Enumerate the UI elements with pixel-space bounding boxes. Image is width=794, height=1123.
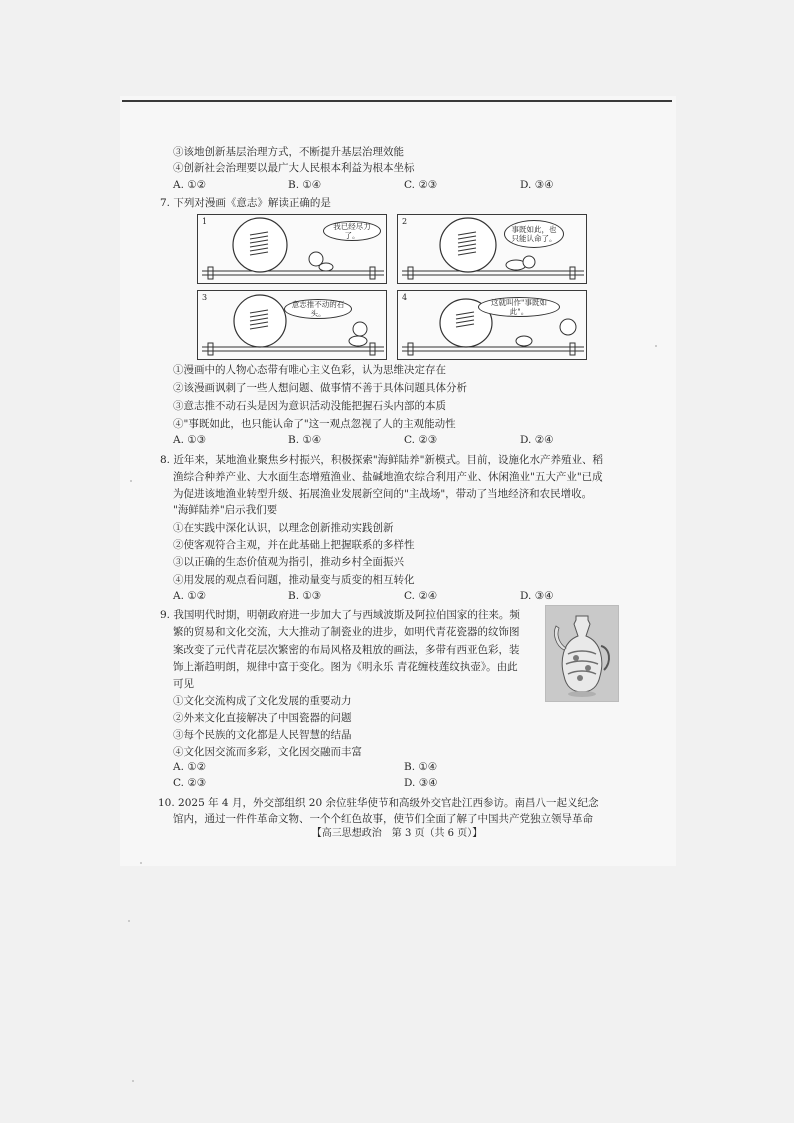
q7-item-4: ④"事既如此，也只能认命了"这一观点忽视了人的主观能动性 — [173, 418, 456, 430]
q8-item-3: ③以正确的生态价值观为指引，推动乡村全面振兴 — [173, 556, 404, 568]
comic-panel-4 — [397, 290, 587, 360]
fragment-item-4: ④创新社会治理要以最广大人民根本利益为根本坐标 — [173, 162, 415, 174]
option-a: A. ①② — [173, 179, 207, 191]
comic-panel-2 — [397, 214, 587, 284]
q10-stem-line-2: 馆内，通过一件件革命文物、一个个红色故事，使节们全面了解了中国共产党独立领导革命 — [173, 813, 593, 825]
scan-speck — [130, 480, 132, 482]
option-a: A. ①② — [173, 590, 207, 602]
scan-speck — [655, 345, 657, 347]
header-rule — [122, 100, 672, 102]
q9-item-1: ①文化交流构成了文化发展的重要动力 — [173, 695, 352, 707]
option-c: C. ②③ — [173, 777, 207, 789]
option-d: D. ③④ — [404, 777, 438, 789]
q9-stem-line-2: 繁的贸易和文化交流，大大推动了制瓷业的进步，如明代青花瓷器的纹饰图 — [173, 626, 520, 638]
scan-speck — [132, 1080, 134, 1082]
option-a: A. ①② — [173, 761, 207, 773]
comic-will — [197, 214, 589, 359]
porcelain-ewer-icon — [546, 606, 618, 701]
page-footer: 【高三思想政治 第 3 页（共 6 页）】 — [311, 828, 483, 839]
q8-item-4: ④用发展的观点看问题，推动量变与质变的相互转化 — [173, 574, 415, 586]
scan-speck — [128, 920, 130, 922]
porcelain-ewer-photo — [545, 605, 619, 702]
fragment-item-3: ③该地创新基层治理方式，不断提升基层治理效能 — [173, 146, 404, 158]
panel-number: 3 — [202, 293, 208, 302]
panel-number: 4 — [402, 293, 408, 302]
comic-panel-3 — [197, 290, 387, 360]
q8-item-2: ②使客观符合主观，并在此基础上把握联系的多样性 — [173, 539, 415, 551]
q8-stem-line-3: 为促进该地渔业转型升级、拓展渔业发展新空间的"主战场"，带动了当地经济和农民增收。 — [173, 488, 593, 500]
option-d: D. ②④ — [520, 434, 554, 446]
option-b: B. ①③ — [288, 590, 322, 602]
option-c: C. ②③ — [404, 179, 438, 191]
option-d: D. ③④ — [520, 179, 554, 191]
panel-number: 1 — [202, 217, 208, 226]
q9-stem-line-3: 案改变了元代青花层次繁密的布局风格及粗放的画法，多带有西亚色彩，装 — [173, 644, 520, 656]
q9-item-4: ④文化因交流而多彩，文化因交融而丰富 — [173, 746, 362, 758]
q8-stem-line-2: 渔综合种养产业、大水面生态增殖渔业、盐碱地渔农综合利用产业、休闲渔业"五大产业"已成 — [173, 471, 603, 483]
q7-item-2: ②该漫画讽刺了一些人想问题、做事情不善于具体问题具体分析 — [173, 382, 467, 394]
option-d: D. ③④ — [520, 590, 554, 602]
q9-item-3: ③每个民族的文化都是人民智慧的结晶 — [173, 729, 352, 741]
q9-item-2: ②外来文化直接解决了中国瓷器的问题 — [173, 712, 352, 724]
speech-bubble: 这就叫作"事既如此"。 — [478, 297, 560, 317]
option-b: B. ①④ — [288, 179, 322, 191]
option-c: C. ②③ — [404, 434, 438, 446]
q8-stem-line-1: 8. 近年来，某地渔业聚焦乡村振兴，积极探索"海鲜陆养"新模式。目前，设施化水产养殖业、稻 — [160, 454, 604, 466]
option-b: B. ①④ — [288, 434, 322, 446]
q9-stem-line-1: 9. 我国明代时期，明朝政府进一步加大了与西域波斯及阿拉伯国家的往来。频 — [160, 609, 520, 621]
q7-item-3: ③意志推不动石头是因为意识活动没能把握石头内部的本质 — [173, 400, 446, 412]
option-b: B. ①④ — [404, 761, 438, 773]
q7-item-1: ①漫画中的人物心态带有唯心主义色彩，认为思维决定存在 — [173, 364, 446, 376]
q8-item-1: ①在实践中深化认识，以理念创新推动实践创新 — [173, 522, 394, 534]
option-c: C. ②④ — [404, 590, 438, 602]
q9-stem-line-4: 饰上渐趋明朗，规律中富于变化。图为《明永乐 青花缠枝莲纹执壶》。由此 — [173, 661, 518, 673]
q10-stem-line-1: 10. 2025 年 4 月，外交部组织 20 余位驻华使节和高级外交官赴江西参访。南昌八一起义纪念 — [158, 797, 599, 809]
speech-bubble: 事既如此，也只能认命了。 — [504, 220, 564, 248]
speech-bubble: 意志推不动的石头。 — [284, 299, 352, 319]
q9-stem-line-5: 可见 — [173, 678, 194, 690]
q8-stem-line-4: "海鲜陆养"启示我们要 — [173, 504, 278, 516]
q7-stem: 7. 下列对漫画《意志》解读正确的是 — [160, 197, 331, 209]
option-a: A. ①③ — [173, 434, 207, 446]
panel-number: 2 — [402, 217, 408, 226]
comic-panel-1 — [197, 214, 387, 284]
speech-bubble: 我已经尽力了。 — [323, 221, 381, 241]
scan-speck — [140, 862, 142, 864]
